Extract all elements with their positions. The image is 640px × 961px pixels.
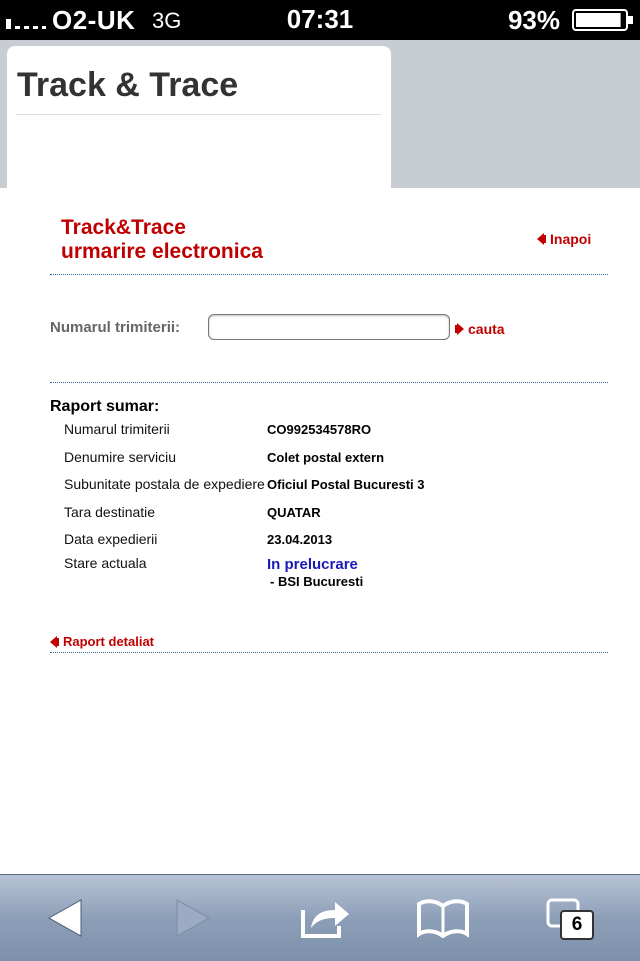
battery-icon — [572, 9, 634, 31]
tab-count-badge: 6 — [560, 910, 594, 940]
row-value: Colet postal extern — [267, 450, 385, 465]
report-title: Raport sumar: — [50, 398, 160, 415]
title-divider — [16, 114, 381, 115]
status-bar — [0, 0, 640, 40]
search-button-label: cauta — [468, 321, 505, 337]
share-icon — [299, 896, 351, 940]
browser-toolbar — [0, 874, 640, 961]
right-arrow-icon — [455, 323, 464, 335]
status-label: Stare actuala — [64, 555, 147, 571]
battery-percent: 93% — [507, 5, 560, 35]
row-label: Tara destinatie — [64, 504, 156, 520]
row-value: Oficiul Postal Bucuresti 3 — [267, 477, 425, 492]
row-value: 23.04.2013 — [267, 532, 333, 547]
row-label: Denumire serviciu — [64, 449, 177, 465]
left-arrow-icon — [537, 233, 546, 245]
detailed-report-label: Raport detaliat — [63, 634, 155, 649]
forward-icon — [175, 898, 211, 938]
row-value: CO992534578RO — [267, 422, 372, 437]
network-type: 3G — [152, 8, 182, 33]
search-label: Numarul trimiterii: — [50, 319, 181, 336]
back-icon — [47, 898, 83, 938]
heading-line-2: urmarire electronica — [61, 240, 263, 263]
bookmarks-button[interactable] — [398, 875, 488, 961]
back-link-label: Inapoi — [550, 231, 592, 247]
clock: 07:31 — [286, 4, 354, 34]
row-label: Data expedierii — [64, 531, 158, 547]
row-label: Subunitate postala de expediere — [64, 476, 265, 492]
forward-button[interactable] — [148, 875, 238, 961]
page-title: Track & Trace — [17, 66, 239, 104]
row-label: Numarul trimiterii — [64, 421, 170, 437]
carrier-name: O2-UK — [52, 5, 136, 35]
divider — [50, 652, 608, 653]
back-button[interactable] — [20, 875, 110, 961]
status-value: In prelucrare — [267, 556, 358, 573]
status-detail: - BSI Bucuresti — [270, 574, 364, 589]
share-button[interactable] — [280, 875, 370, 961]
heading-line-1: Track&Trace — [61, 216, 186, 239]
back-link[interactable] — [537, 231, 591, 247]
section-heading — [61, 216, 263, 264]
tracking-number-input[interactable] — [208, 314, 450, 340]
detailed-report-link[interactable] — [50, 634, 154, 649]
divider — [50, 274, 608, 275]
left-arrow-icon — [50, 636, 59, 648]
bookmarks-icon — [417, 898, 469, 938]
row-value: QUATAR — [267, 505, 321, 520]
search-button[interactable] — [455, 321, 505, 337]
divider — [50, 382, 608, 383]
